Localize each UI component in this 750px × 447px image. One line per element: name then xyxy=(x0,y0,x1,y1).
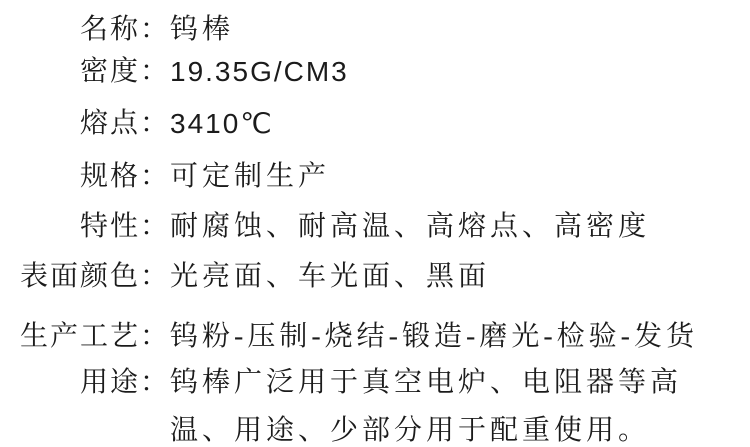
field-value-name: 钨棒 xyxy=(170,14,235,45)
spec-row-melting-point xyxy=(20,107,740,141)
field-value-melting-point: 3410℃ xyxy=(170,108,274,139)
spec-row-process xyxy=(20,320,740,354)
field-value-surface-color: 光亮面、车光面、黑面 xyxy=(170,261,491,292)
field-label-surface-color: 表面颜色： xyxy=(20,261,171,292)
field-label-specification: 规格： xyxy=(79,161,170,192)
field-value-characteristics: 耐腐蚀、耐高温、高熔点、高密度 xyxy=(170,211,651,242)
field-label-name: 名称： xyxy=(79,14,170,45)
product-spec-sheet xyxy=(0,13,750,447)
field-label-density: 密度： xyxy=(79,56,170,87)
field-value-density: 19.35G/CM3 xyxy=(170,56,349,87)
field-label-melting-point: 熔点： xyxy=(79,108,170,139)
spec-row-density xyxy=(20,55,740,89)
field-value-specification: 可定制生产 xyxy=(170,161,331,192)
field-label-process: 生产工艺： xyxy=(20,321,171,352)
spec-row-name xyxy=(20,13,740,47)
field-label-usage: 用途： xyxy=(79,367,170,398)
field-value-process: 钨粉-压制-烧结-锻造-磨光-检验-发货 xyxy=(170,321,698,352)
spec-row-usage xyxy=(20,359,740,447)
field-label-characteristics: 特性： xyxy=(79,211,170,242)
spec-row-surface-color xyxy=(20,260,740,294)
field-value-usage: 钨棒广泛用于真空电炉、电阻器等高温、用途、少部分用于配重使用。 xyxy=(170,367,683,446)
spec-row-specification xyxy=(20,160,740,194)
spec-row-characteristics xyxy=(20,210,740,244)
